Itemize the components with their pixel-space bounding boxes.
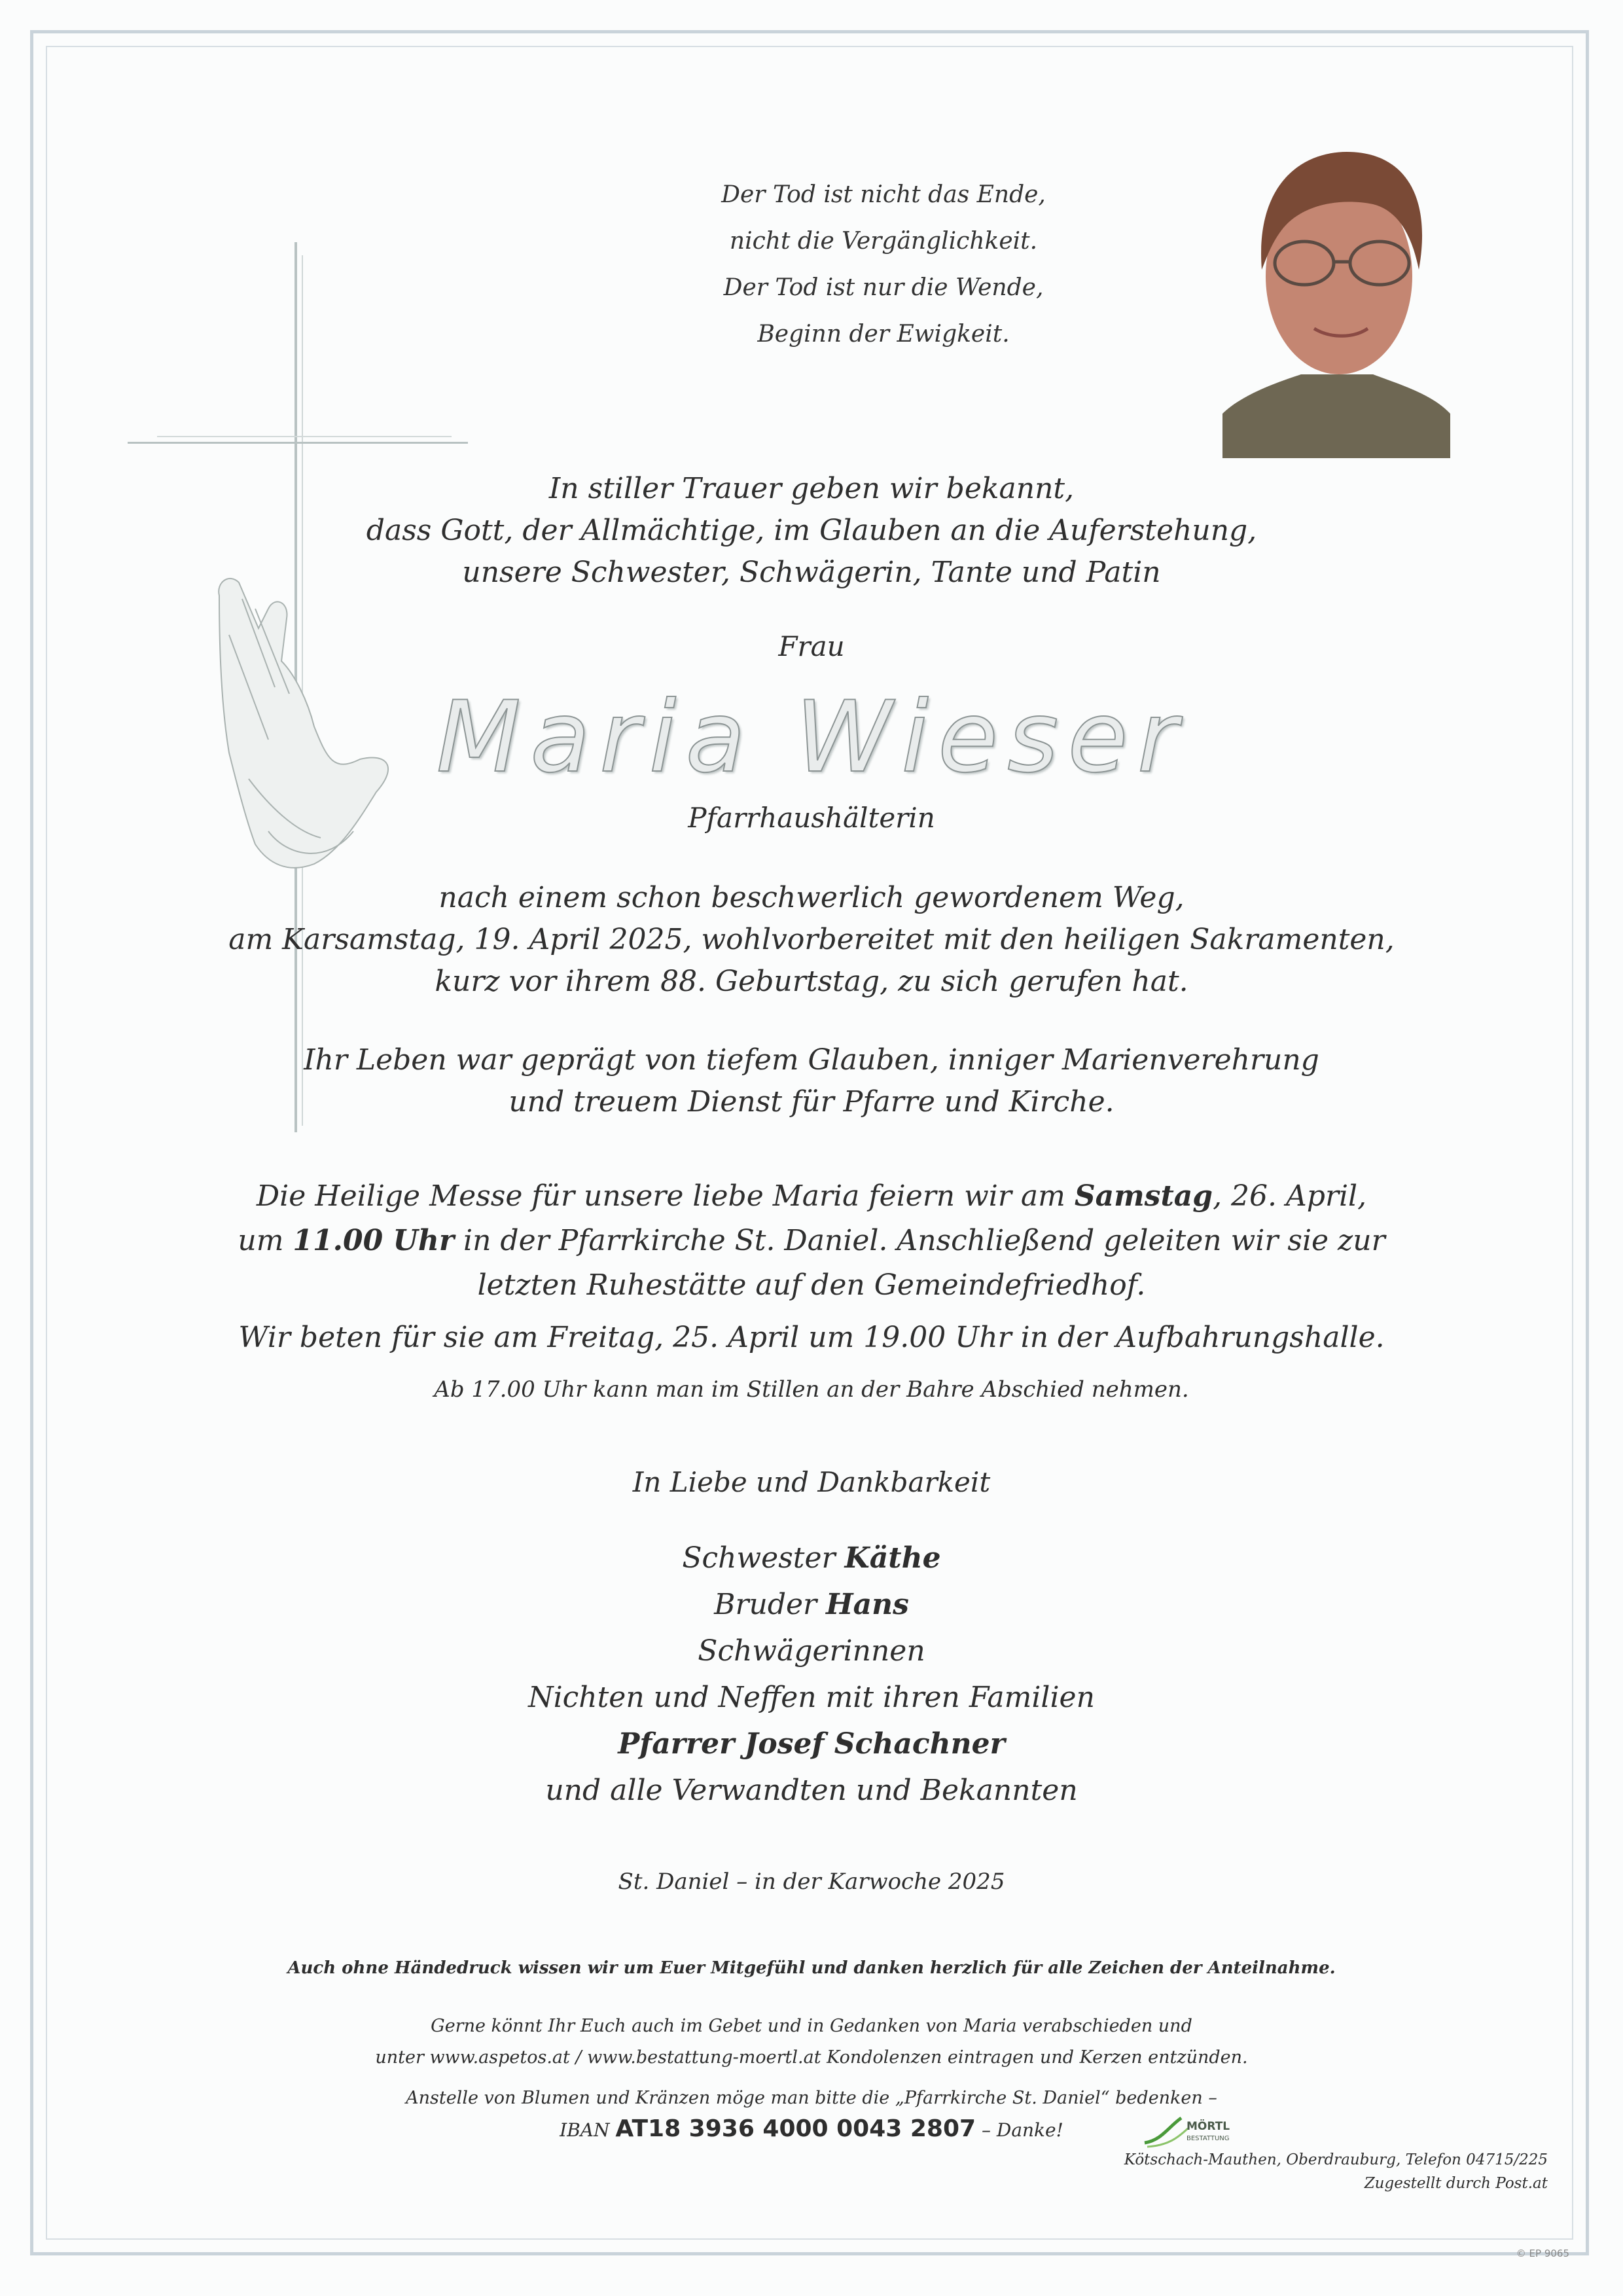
portrait-photo <box>1222 132 1450 458</box>
death-notice-line: nach einem schon beschwerlich gewordenem Weg, <box>438 881 1185 914</box>
death-notice-line: kurz vor ihrem 88. Geburtstag, zu sich gerufen hat. <box>435 965 1188 998</box>
mass-text: Die Heilige Messe für unsere liebe Maria feiern wir am <box>256 1179 1075 1213</box>
mass-time: 11.00 Uhr <box>293 1224 455 1257</box>
place-date: St. Daniel – in der Karwoche 2025 <box>618 1869 1005 1895</box>
family-nieces: Nichten und Neffen mit ihren Familien <box>528 1681 1095 1714</box>
iban-suffix: – Danke! <box>976 2119 1063 2141</box>
iban-number: AT18 3936 4000 0043 2807 <box>615 2115 976 2142</box>
family-in-laws: Schwägerinnen <box>698 1634 925 1668</box>
salutation: Frau <box>778 630 845 662</box>
relative-name: Käthe <box>844 1541 941 1575</box>
family-brother <box>0 1581 1623 1628</box>
mass-details <box>0 1174 1623 1308</box>
mass-line-2 <box>0 1219 1623 1263</box>
mass-text: um <box>238 1224 293 1257</box>
poem-line: Beginn der Ewigkeit. <box>757 321 1010 348</box>
announcement <box>0 468 1623 594</box>
thanks-note: Auch ohne Händedruck wissen wir um Euer Mitgefühl und danken herzlich für alle Zeichen der Anteilnahme. <box>287 1958 1336 1978</box>
life-line: und treuem Dienst für Pfarre und Kirche. <box>508 1085 1115 1119</box>
mass-line-3: letzten Ruhestätte auf den Gemeindefriedhof. <box>477 1268 1146 1302</box>
logo-sub: BESTATTUNG <box>1186 2135 1230 2142</box>
relative-name: Hans <box>826 1588 909 1621</box>
death-notice <box>0 877 1623 1003</box>
relation-label: Bruder <box>714 1588 827 1621</box>
flowers-note: Anstelle von Blumen und Kränzen möge man bitte die „Pfarrkirche St. Daniel“ bedenken – <box>406 2088 1217 2108</box>
funeral-home-address <box>1124 2148 1548 2195</box>
family-priest <box>0 1721 1623 1767</box>
family-others: und alle Verwandten und Bekannten <box>545 1774 1078 1807</box>
note-line: Gerne könnt Ihr Euch auch im Gebet und in Gedanken von Maria verabschieden und <box>431 2016 1192 2036</box>
mass-line-1 <box>0 1174 1623 1219</box>
poem-line: Der Tod ist nur die Wende, <box>723 274 1044 301</box>
poem-line: nicht die Vergänglichkeit. <box>729 228 1038 255</box>
announcement-line: unsere Schwester, Schwägerin, Tante und Patin <box>462 556 1161 589</box>
announcement-line: In stiller Trauer geben wir bekannt, <box>548 472 1075 505</box>
prayer-notice: Wir beten für sie am Freitag, 25. April um 19.00 Uhr in der Aufbahrungshalle. <box>238 1321 1385 1354</box>
closing-phrase: In Liebe und Dankbarkeit <box>632 1466 991 1498</box>
family-sister <box>0 1535 1623 1581</box>
moertl-logo <box>1142 2114 1247 2153</box>
mass-day: Samstag <box>1074 1179 1213 1213</box>
poem-line: Der Tod ist nicht das Ende, <box>721 181 1046 208</box>
announcement-line: dass Gott, der Allmächtige, im Glauben an die Auferstehung, <box>366 514 1257 547</box>
logo-name: MÖRTL <box>1186 2120 1230 2133</box>
address-line: Kötschach-Mauthen, Oberdrauburg, Telefon 04715/225 <box>1124 2151 1548 2168</box>
death-notice-line: am Karsamstag, 19. April 2025, wohlvorbereitet mit den heiligen Sakramenten, <box>228 923 1395 956</box>
delivery-line: Zugestellt durch Post.at <box>1364 2175 1548 2192</box>
online-condolence-note <box>0 2011 1623 2073</box>
profession: Pfarrhaushälterin <box>688 802 935 834</box>
farewell-notice: Ab 17.00 Uhr kann man im Stillen an der Bahre Abschied nehmen. <box>434 1376 1189 1403</box>
deceased-name: Maria Wieser <box>436 681 1187 795</box>
family-list <box>0 1535 1623 1814</box>
life-description <box>0 1039 1623 1123</box>
iban-label: IBAN <box>560 2119 616 2141</box>
life-line: Ihr Leben war geprägt von tiefem Glauben, inniger Marienverehrung <box>304 1043 1319 1077</box>
copyright: © EP 9065 <box>1516 2248 1569 2259</box>
mass-text: , 26. April, <box>1213 1179 1367 1213</box>
mass-text: in der Pfarrkirche St. Daniel. Anschließend geleiten wir sie zur <box>454 1224 1385 1257</box>
relation-label: Schwester <box>682 1541 845 1575</box>
poem <box>622 171 1145 357</box>
priest-name: Pfarrer Josef Schachner <box>618 1727 1005 1761</box>
note-line: unter www.aspetos.at / www.bestattung-moertl.at Kondolenzen eintragen und Kerzen entzünden. <box>375 2047 1248 2068</box>
iban-line <box>0 2115 1623 2142</box>
